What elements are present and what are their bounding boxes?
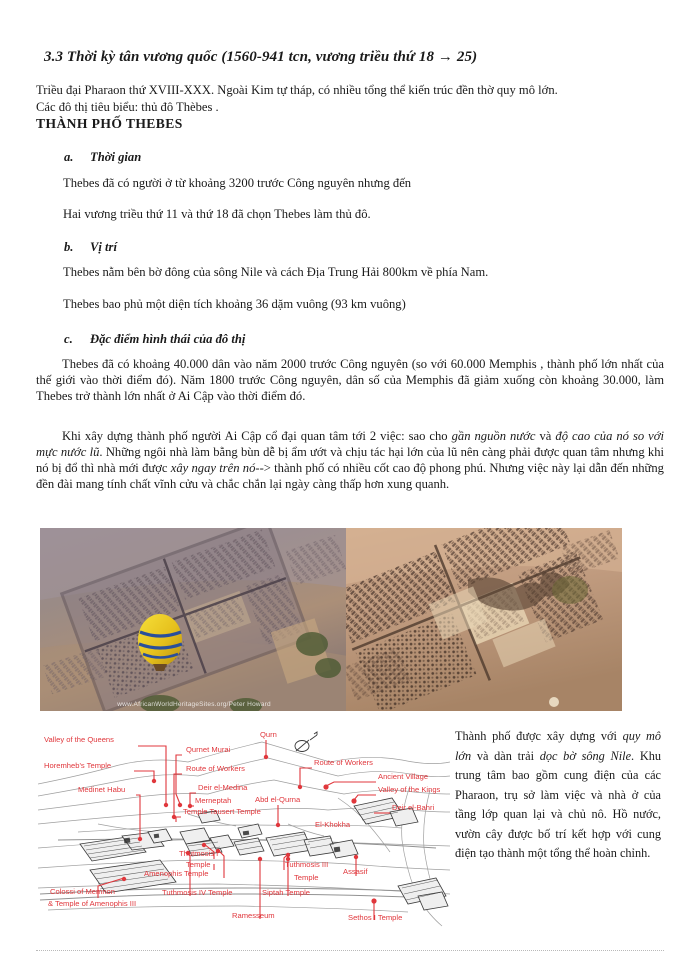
c-p2-part4: --> thành phố có nhiều cốt cao độ phong phú. Nhưng việc này lại dẫn đến những đền đài mang tính chất vĩnh cửu và chắc chắn lại ngày càng thấp hơn xung quanh. <box>36 461 664 491</box>
map-label-valley-of-the-queens: Valley of the Queens <box>44 735 114 744</box>
map-label-medinet-habu: Medinet Habu <box>78 785 126 794</box>
map-label-sethos-i-temple: Sethos I Temple <box>348 913 403 922</box>
c-p2-emphasis-1: gần nguồn nước <box>451 429 536 443</box>
map-label-ramesseum: Ramesseum <box>232 911 275 920</box>
map-label-qurnet-murai: Qurnet Murai <box>186 745 231 754</box>
subsection-a-paragraph-2: Hai vương triều thứ 11 và thứ 18 đã chọn Thebes làm thủ đô. <box>63 207 371 221</box>
subsection-a-heading <box>64 150 141 165</box>
footer-divider <box>36 950 664 951</box>
map-label-thutmosis-i-temple-2: Temple <box>186 860 211 869</box>
map-label-layer <box>44 730 441 922</box>
c-p2-part2: và <box>535 429 556 443</box>
map-label-tuthmosis-iii-temple-2: Temple <box>294 873 319 882</box>
subsection-c-letter: c. <box>64 332 73 346</box>
intro-line-2: Các đô thị tiêu biểu: thủ đô Thèbes . <box>36 99 219 114</box>
subsection-c-title: Đặc điểm hình thái của đô thị <box>90 332 246 346</box>
map-label-ancient-village: Ancient Village <box>378 772 429 781</box>
map-graphic <box>38 728 450 928</box>
page-title <box>44 49 477 66</box>
subsection-c-paragraph-2 <box>36 428 664 492</box>
subsection-c-paragraph-1: Thebes đã có khoảng 40.000 dân vào năm 2000 trước Công nguyên (so với 60.000 Memphis , thành phố lớn nhất của thế giới vào thời điểm đó). Năm 1800 trước Công nguyên, dân số của Memphis đã giảm xuống còn khoảng 30.000, làm Thebes trở thành lớn nhất ở Ai Cập vào thời điểm đó. <box>36 357 664 403</box>
right-part2: và dàn trải <box>471 748 540 763</box>
photo-watermark: www.AfricanWorldHeritageSites.org/Peter Howard <box>117 701 271 708</box>
map-label-amenophis-temple: Amenophis Temple <box>144 869 209 878</box>
subsection-c-heading <box>64 332 245 347</box>
photo-karnak-aerial <box>40 528 348 711</box>
map-label-qurn: Qurn <box>260 730 277 739</box>
subsection-a-paragraph-1: Thebes đã có người ở từ khoảng 3200 trước Công nguyên nhưng đến <box>63 176 412 190</box>
subsection-b-heading <box>64 240 117 255</box>
subsection-a-letter: a. <box>64 150 74 164</box>
right-emphasis-2: dọc bờ sông Nile <box>539 748 632 763</box>
map-label-merneptah: Merneptah <box>195 796 232 805</box>
c-p2-emphasis-2: độ cao của nó so với mực nước lũ <box>36 429 664 459</box>
map-label-assasif: Assasif <box>343 867 368 876</box>
map-label-valley-of-the-kings: Valley of the Kings <box>378 785 441 794</box>
subsection-b-paragraph-2: Thebes bao phủ một diện tích khoảng 36 dặm vuông (93 km vuông) <box>63 297 406 311</box>
photo-row <box>40 528 622 711</box>
section-heading-tail: 25) <box>456 49 478 65</box>
map-label-abd-el-qurna: Abd el-Qurna <box>255 795 301 804</box>
right-emphasis-1: quy mô lớn <box>455 729 662 763</box>
photo-temple-aerial <box>346 528 622 711</box>
intro-line-1: Triều đại Pharaon thứ XVIII-XXX. Ngoài Kim tự tháp, có nhiều tổng thể kiến trúc đền thờ quy mô lớn. <box>36 83 558 97</box>
subsection-b-paragraph-1: Thebes nằm bên bờ đông của sông Nile và cách Địa Trung Hải 800km về phía Nam. <box>63 265 489 279</box>
theban-necropolis-map <box>38 728 450 928</box>
arrow-icon: → <box>437 49 454 65</box>
map-label-route-of-workers-1: Route of Workers <box>186 764 245 773</box>
subsection-b-title: Vị trí <box>90 240 117 254</box>
c-p2-emphasis-3: xây ngay trên nó <box>170 461 256 475</box>
c-p2-part1: Khi xây dựng thành phố người Ai Cập cổ đại quan tâm tới 2 việc: sao cho <box>62 429 452 443</box>
photo-karnak-graphic <box>40 528 348 711</box>
subsection-a-title: Thời gian <box>90 150 142 164</box>
photo-temple-graphic <box>346 528 622 711</box>
right-column-paragraph <box>455 727 661 864</box>
right-part1: Thành phố được xây dựng với <box>455 729 623 743</box>
map-label-deir-el-medina: Deir el-Medina <box>198 783 248 792</box>
map-label-colossi-of-memnon-1: Colossi of Memnon <box>50 887 115 896</box>
section-heading-text: 3.3 Thời kỳ tân vương quốc (1560-941 tcn, vương triều thứ 18 <box>44 49 435 65</box>
map-label-horemhebs-temple: Horemheb's Temple <box>44 761 112 770</box>
city-title: THÀNH PHỐ THEBES <box>36 116 183 131</box>
map-label-tuthmosis-iii-temple-1: Tuthmosis III <box>285 860 329 869</box>
map-label-colossi-of-memnon-2: & Temple of Amenophis III <box>48 899 137 908</box>
right-part3: . Khu trung tâm bao gồm cung điện của các Pharaon, trụ sở làm việc và nhà ở của tầng lớp quan lại và chủ nô. Hồ nước, vườn cây được bố trí kết hợp với cung điện tạo thành một tổng thể hoàn chỉnh. <box>455 748 661 860</box>
map-label-thutmosis-i-temple-1: Thutmosis I <box>179 849 219 858</box>
map-label-deir-el-bahri: Deir el-Bahri <box>392 803 435 812</box>
map-label-route-of-workers-2: Route of Workers <box>314 758 373 767</box>
map-label-temple-tausert: Temple Tausert Temple <box>183 807 261 816</box>
subsection-b-letter: b. <box>64 240 74 254</box>
map-label-el-khokha: El-Khokha <box>315 820 351 829</box>
intro-paragraph <box>36 82 666 115</box>
map-label-tuthmosis-iv-temple: Tuthmosis IV Temple <box>162 888 233 897</box>
map-label-siptah-temple: Siptah Temple <box>262 888 310 897</box>
c-p2-part3: . Những ngôi nhà làm bằng bùn dễ bị ẩm ướt và chịu tác hại lớn của lũ nên càng phải được quan tâm nhưng khi nó bị đổ thì nhà mới được <box>36 445 664 475</box>
compass-icon <box>295 732 317 752</box>
